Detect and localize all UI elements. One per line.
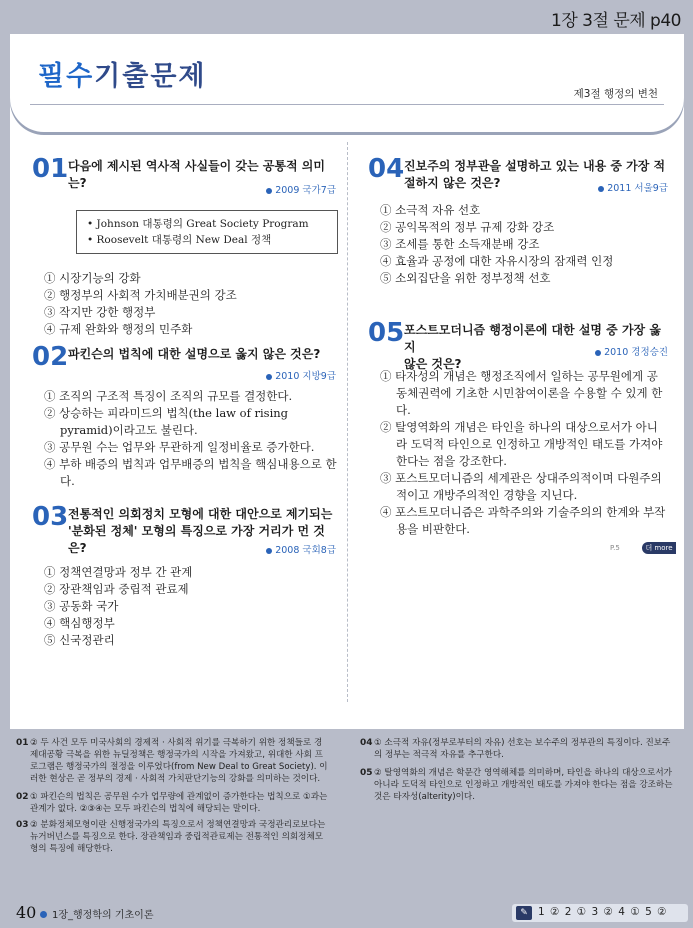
question-01 xyxy=(32,154,336,348)
option[interactable]: ① 시장기능의 강화 xyxy=(44,271,141,285)
answer-text: ② 분화정체모형이란 신행정국가의 특징으로서 정책연결망과 국정관리로보다는 뉴거버넌스를 특징으로 한다. 장관책임과 중립적관료제는 전통적인 의회정체모형의 특징에 해당한다. xyxy=(30,820,326,854)
options-list xyxy=(44,564,334,649)
answer-item xyxy=(16,819,326,859)
answer-explanations xyxy=(16,737,686,877)
page-header xyxy=(10,34,684,132)
option[interactable]: ① 소극적 자유 선호 xyxy=(380,203,481,217)
option[interactable]: ④ 규제 완화와 행정의 민주화 xyxy=(44,322,193,336)
more-tag[interactable]: 더 more xyxy=(642,542,676,554)
bullet-icon xyxy=(266,374,272,380)
option[interactable]: ⑤ 신국정관리 xyxy=(44,633,115,647)
question-text: 다음에 제시된 역사적 사실들이 갖는 공통적 의미는? xyxy=(68,159,325,190)
header-divider xyxy=(30,104,664,105)
question-number: 04 xyxy=(368,154,405,184)
option[interactable]: ④ 부하 배증의 법칙과 업무배증의 법칙을 핵심내용으로 한다. xyxy=(44,457,337,488)
answer-number: 03 xyxy=(16,820,29,830)
answer-key-bar xyxy=(512,904,688,922)
option[interactable]: ③ 조세를 통한 소득재분배 강조 xyxy=(380,237,540,251)
option[interactable]: ① 조직의 구조적 특징이 조직의 규모를 결정한다. xyxy=(44,389,293,403)
option[interactable]: ② 장관책임과 중립적 관료제 xyxy=(44,582,189,596)
answer-text: ① 소극적 자유(정부로부터의 자유) 선호는 보수주의 정부관의 특징이다. 진보주의 정부는 적극적 자유를 추구한다. xyxy=(374,738,671,760)
option[interactable]: ④ 핵심행정부 xyxy=(44,616,115,630)
question-number: 01 xyxy=(32,154,69,184)
option[interactable]: ② 공익목적의 정부 규제 강화 강조 xyxy=(380,220,555,234)
question-text-line: 않은 것은? xyxy=(404,357,462,371)
footer-chapter: 1장_행정학의 기초이론 xyxy=(52,910,154,921)
answer-item xyxy=(360,737,670,767)
question-source: 2011 서울9급 xyxy=(598,180,668,194)
answer-item xyxy=(16,737,326,791)
question-number: 02 xyxy=(32,342,69,372)
option[interactable]: ② 상승하는 피라미드의 법칙(the law of rising pyramid)이라고도 불린다. xyxy=(44,406,289,437)
page-title xyxy=(38,54,207,93)
question-number: 03 xyxy=(32,502,69,532)
options-list xyxy=(44,270,334,338)
question-text-line: 절하지 않은 것은? xyxy=(404,176,501,190)
question-04 xyxy=(368,154,668,328)
page-note: P.5 xyxy=(610,544,620,552)
bullet-icon xyxy=(266,548,272,554)
chapter-label: 1장 3절 문제 p40 xyxy=(551,11,681,31)
options-list xyxy=(380,202,666,287)
question-text-line: 전통적인 의회정치 모형에 대한 대안으로 제기되는 xyxy=(68,507,333,521)
option[interactable]: ① 정책연결망과 정부 간 관계 xyxy=(44,565,193,579)
box-line: • Roosevelt 대통령의 New Deal 정책 xyxy=(87,234,272,246)
answer-item xyxy=(16,791,326,821)
question-source: 2010 지방9급 xyxy=(266,368,336,382)
top-bar xyxy=(0,0,693,34)
question-text: 파킨슨의 법칙에 대한 설명으로 옳지 않은 것은? xyxy=(68,347,321,361)
box-line: • Johnson 대통령의 Great Society Program xyxy=(87,218,309,230)
option[interactable]: ④ 포스트모더니즘은 과학주의와 기술주의의 한계와 부작용을 비판한다. xyxy=(380,505,666,536)
answer-item xyxy=(360,767,673,811)
bullet-icon xyxy=(40,911,47,918)
question-number: 05 xyxy=(368,318,405,348)
option[interactable]: ④ 효율과 공정에 대한 자유시장의 잠재력 인정 xyxy=(380,254,614,268)
option[interactable]: ⑤ 소외집단을 위한 정부정책 선호 xyxy=(380,271,551,285)
option[interactable]: ③ 작지만 강한 행정부 xyxy=(44,305,156,319)
question-page xyxy=(10,34,684,729)
page-number: 40 xyxy=(16,903,37,922)
question-source: 2008 국회8급 xyxy=(266,542,336,556)
options-list xyxy=(44,388,338,490)
page-title-highlight: 필수 xyxy=(38,61,95,92)
answer-number: 04 xyxy=(360,738,373,748)
question-03 xyxy=(32,502,336,686)
question-text-line: '분화된 정체' 모형의 특징으로 가장 거리가 먼 것은? xyxy=(68,524,325,555)
answer-key: 1 ② 2 ① 3 ② 4 ① 5 ② xyxy=(538,906,667,918)
question-05 xyxy=(368,318,668,542)
option[interactable]: ③ 공동화 국가 xyxy=(44,599,119,613)
page-title-rest: 기출문제 xyxy=(94,61,207,92)
answer-number: 05 xyxy=(360,768,373,778)
answer-text: ② 두 사건 모두 미국사회의 경제적 · 사회적 위기를 극복하기 위한 정책들로 경제대공황 극복을 위한 뉴딜정책은 행정국가의 시작을 가져왔고, 위대한 사회 프로그램은 행정국가의 절정을 이루었다(from New Deal to Great Society). 이러한 현상은 곧 정부의 경제 · 사회적 가치판단기능의 강화를 의미하는 것이다. xyxy=(30,738,328,784)
key-icon: ✎ xyxy=(516,906,532,920)
answer-text: ② 탈영역화의 개념은 학문간 영역해체를 의미하며, 타인을 하나의 대상으로서가 아니라 도덕적 타인으로 인정하고 개방적인 태도를 가져야 한다는 점을 강조하는 것은 타자성(alterity)이다. xyxy=(374,768,673,802)
bullet-icon xyxy=(595,350,601,356)
answer-text: ① 파킨슨의 법칙은 공무원 수가 업무량에 관계없이 증가한다는 법칙으로 ①과는 관계가 없다. ②③④는 모두 파킨슨의 법칙에 해당되는 말이다. xyxy=(30,792,328,814)
bullet-icon xyxy=(598,186,604,192)
question-text-line: 진보주의 정부관을 설명하고 있는 내용 중 가장 적 xyxy=(404,159,666,173)
section-subtitle: 제3절 행정의 변천 xyxy=(573,88,658,100)
question-02 xyxy=(32,342,337,516)
options-list xyxy=(380,368,668,538)
answer-number: 02 xyxy=(16,792,29,802)
option[interactable]: ③ 공무원 수는 업무와 무관하게 일정비율로 증가한다. xyxy=(44,440,315,454)
question-box xyxy=(76,210,338,254)
option[interactable]: ② 탈영역화의 개념은 타인을 하나의 대상으로서가 아니라 도덕적 타인으로 인정하고 개방적인 태도를 가져야 한다는 점을 강조한다. xyxy=(380,420,663,468)
question-source: 2010 경정승진 xyxy=(595,344,668,358)
question-text-line: 포스트모더니즘 행정이론에 대한 설명 중 가장 옳지 xyxy=(404,323,661,354)
column-divider xyxy=(347,142,348,702)
answer-number: 01 xyxy=(16,738,29,748)
option[interactable]: ① 타자성의 개념은 행정조직에서 일하는 공무원에게 공동체권력에 기초한 시민참여이론을 수용할 수 있게 한다. xyxy=(380,369,663,417)
question-source: 2009 국가7급 xyxy=(266,182,336,196)
page-footer xyxy=(0,896,693,928)
bullet-icon xyxy=(266,188,272,194)
option[interactable]: ③ 포스트모더니즘의 세계관은 상대주의적이며 다원주의적이고 개방주의적인 경향을 지닌다. xyxy=(380,471,662,502)
option[interactable]: ② 행정부의 사회적 가치배분권의 강조 xyxy=(44,288,237,302)
